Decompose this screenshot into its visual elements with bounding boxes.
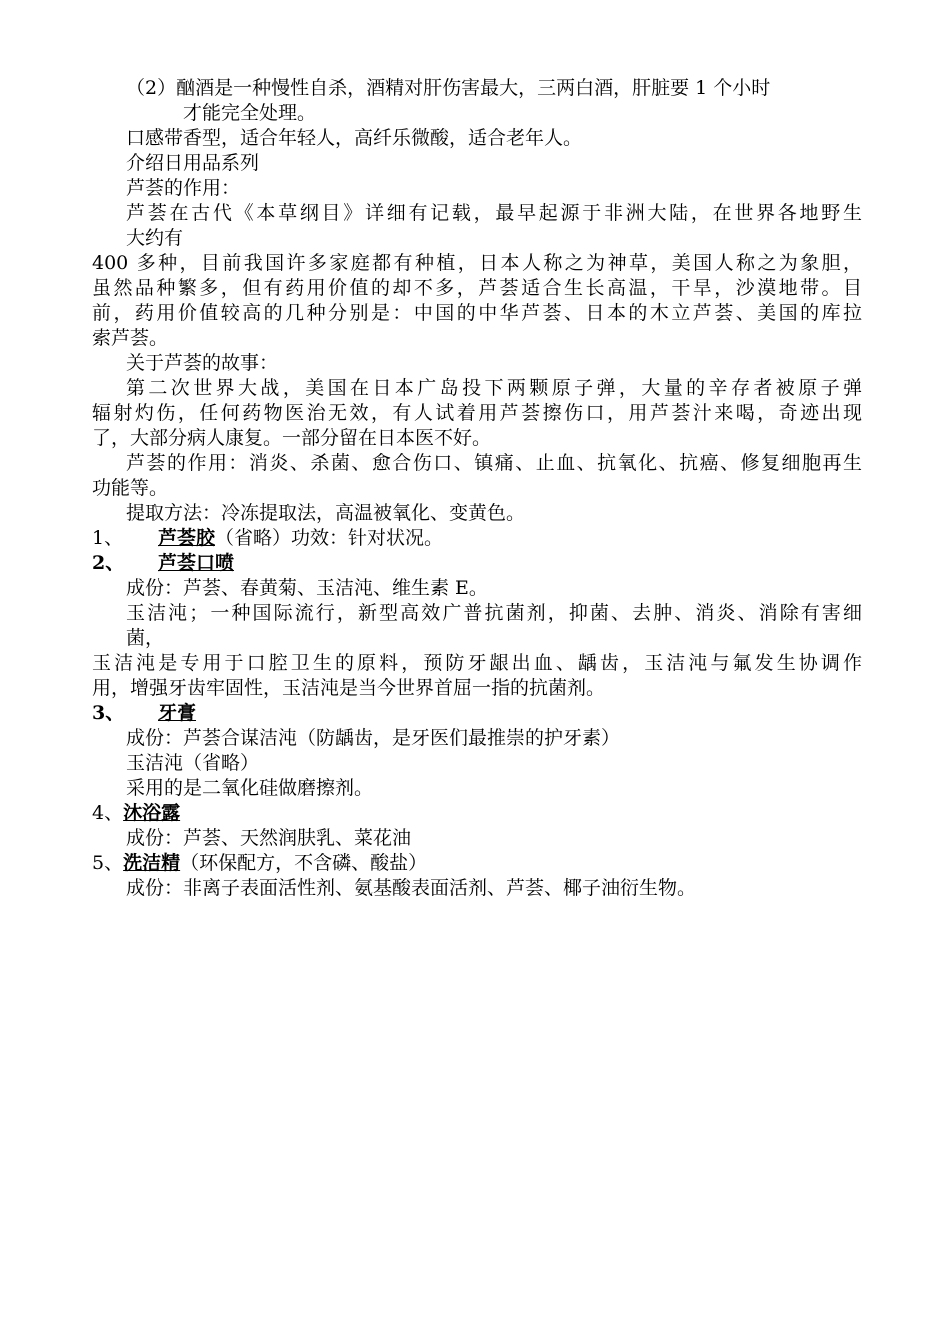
paragraph-line: 前，药用价值较高的几种分别是：中国的中华芦荟、日本的木立芦荟、美国的库拉: [92, 302, 862, 324]
paragraph-line: 口感带香型，适合年轻人，高纤乐微酸，适合老年人。: [126, 127, 583, 149]
list-number: 3、: [92, 702, 125, 724]
list-item: [92, 801, 862, 826]
paragraph-line: 成份：非离子表面活性剂、氨基酸表面活剂、芦荟、椰子油衍生物。: [126, 877, 697, 899]
paragraph-line: 成份：芦荟、天然润肤乳、菜花油: [126, 827, 412, 849]
product-title: 洗洁精: [123, 852, 181, 874]
list-number: 1、: [92, 527, 124, 549]
list-item: [92, 851, 862, 876]
list-number: 2、: [92, 552, 125, 574]
product-title: 芦荟胶: [158, 527, 216, 549]
paragraph-line: 才能完全处理。: [183, 102, 317, 124]
paragraph-line: 芦荟的作用：消炎、杀菌、愈合伤口、镇痛、止血、抗氧化、抗癌、修复细胞再生: [126, 452, 862, 474]
paragraph-line: （2）酗酒是一种慢性自杀，酒精对肝伤害最大，三两白酒，肝脏要 1 个小时: [126, 77, 771, 99]
product-title: 芦荟口喷: [158, 552, 235, 574]
section-heading: 芦荟的作用：: [126, 177, 241, 199]
paragraph-line: 大约有: [126, 227, 184, 249]
paragraph-line: 芦荟在古代《本草纲目》详细有记载，最早起源于非洲大陆，在世界各地野生: [126, 202, 862, 224]
list-number: 5、: [92, 852, 124, 874]
paragraph-line: 菌，: [126, 627, 165, 649]
section-heading: 关于芦荟的故事：: [126, 352, 279, 374]
paragraph-line: 成份：芦荟合谋洁沌（防龋齿，是牙医们最推崇的护牙素）: [126, 727, 621, 749]
list-item: [92, 701, 862, 726]
paragraph-line: 了，大部分病人康复。一部分留在日本医不好。: [92, 427, 492, 449]
paragraph-line: 索芦荟。: [92, 327, 169, 349]
paragraph-line: 玉洁沌是专用于口腔卫生的原料，预防牙龈出血、龋齿，玉洁沌与氟发生协调作: [92, 652, 862, 674]
paragraph-line: 玉洁沌（省略）: [126, 752, 260, 774]
paragraph-line: 功能等。: [92, 477, 169, 499]
paragraph-line: 用，增强牙齿牢固性，玉洁沌是当今世界首屈一指的抗菌剂。: [92, 677, 606, 699]
list-item: [92, 526, 862, 551]
paragraph-line: 400 多种，目前我国许多家庭都有种植，日本人称之为神草，美国人称之为象胆，: [92, 252, 862, 274]
paragraph-line: 第二次世界大战，美国在日本广岛投下两颗原子弹，大量的辛存者被原子弹: [126, 377, 862, 399]
product-title: 牙膏: [158, 702, 197, 724]
list-number: 4、: [92, 802, 124, 824]
paragraph-line: 提取方法：冷冻提取法，高温被氧化、变黄色。: [126, 502, 526, 524]
paragraph-line: 采用的是二氧化硅做磨擦剂。: [126, 777, 374, 799]
product-title: 沐浴露: [123, 802, 181, 824]
section-heading: 介绍日用品系列: [126, 152, 260, 174]
list-item: [92, 551, 862, 576]
paragraph-line: 成份：芦荟、春黄菊、玉洁沌、维生素 E。: [126, 577, 488, 599]
paragraph-line: 虽然品种繁多，但有药用价值的却不多，芦荟适合生长高温，干旱，沙漠地带。目: [92, 277, 862, 299]
paragraph-line: 玉洁沌；一种国际流行，新型高效广普抗菌剂，抑菌、去肿、消炎、消除有害细: [126, 602, 862, 624]
list-item-text: （省略）功效：针对状况。: [215, 527, 444, 549]
paragraph-line: 辐射灼伤，任何药物医治无效，有人试着用芦荟擦伤口，用芦荟汁来喝，奇迹出现: [92, 402, 862, 424]
list-item-text: （环保配方，不含磷、酸盐）: [180, 852, 428, 874]
